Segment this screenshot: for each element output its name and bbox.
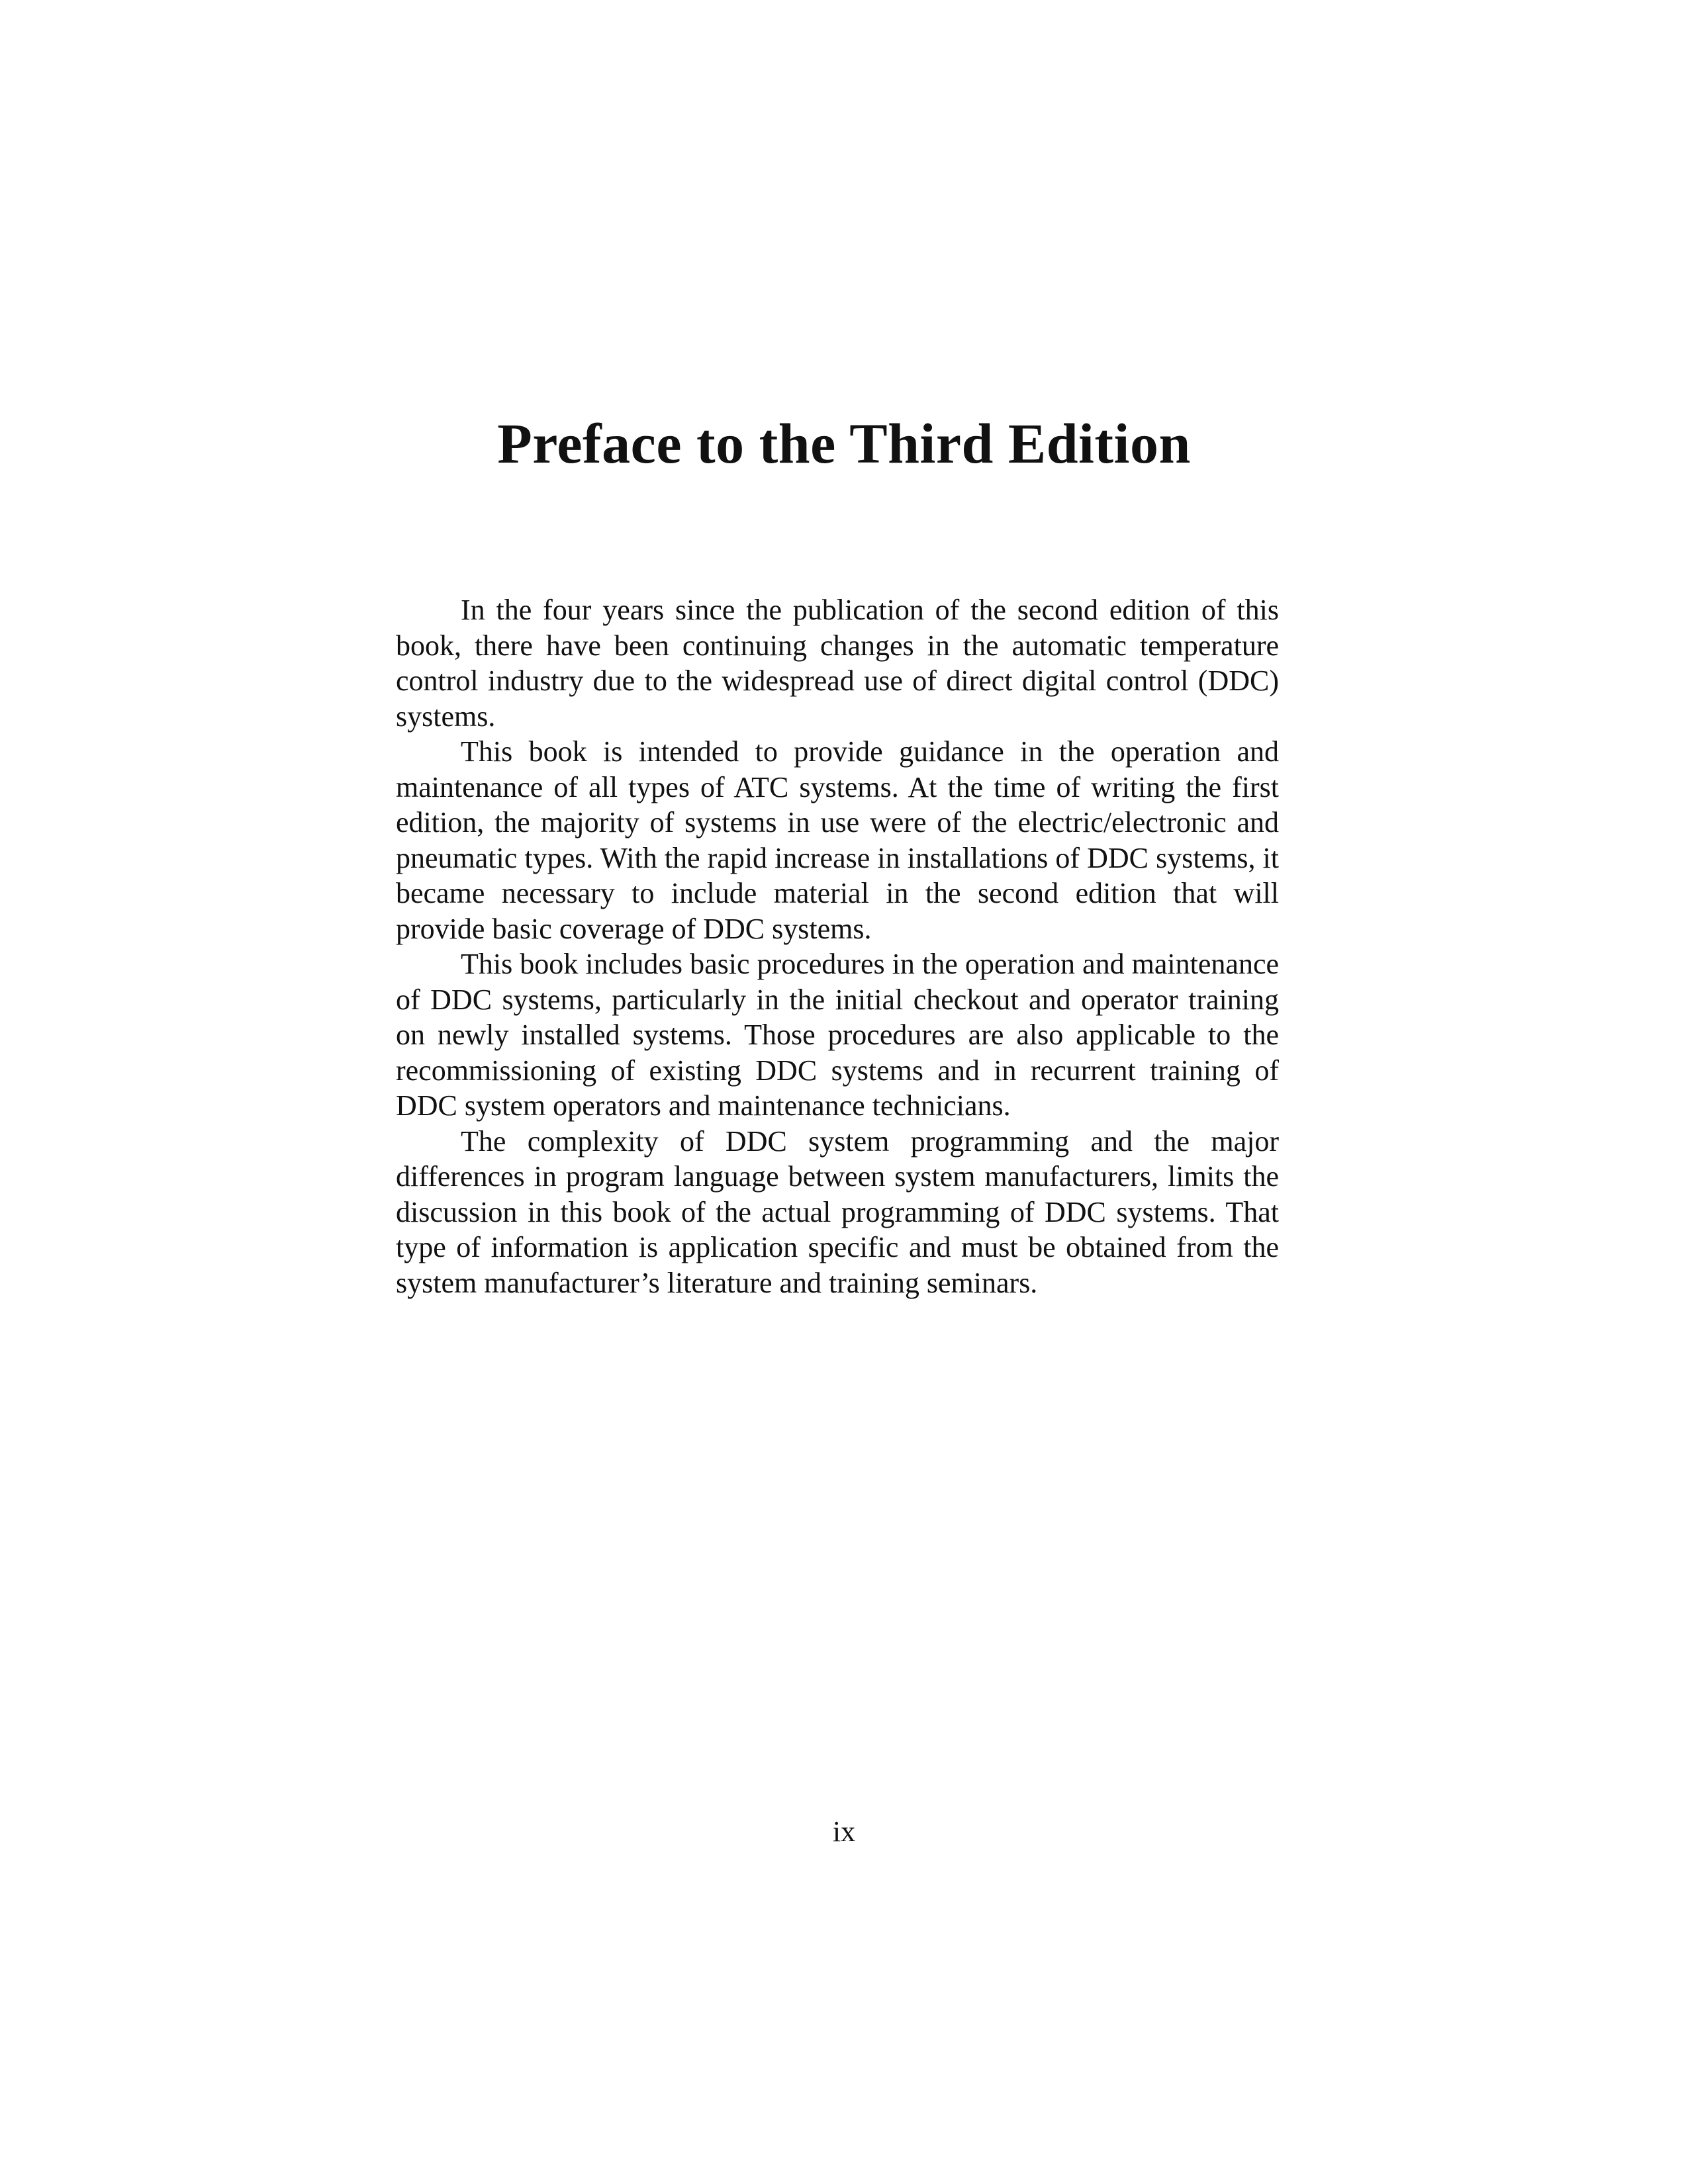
paragraph-2: This book is intended to provide guidance in the operation and maintenance of all types of ATC systems. At the time of writing the first edition, the majority of systems in use were of the electric/electronic and pneumatic types. With the rapid increase in installations of DDC systems, it became necessary to include material in the second edition that will provide basic coverage of DDC systems. (396, 735, 1279, 945)
paragraph-3: This book includes basic procedures in the operation and maintenance of DDC systems, particularly in the initial checkout and operator training on newly installed systems. Those procedures are also applicable to the recommissioning of existing DDC systems and in recurrent training of DDC system operators and maintenance technicians. (396, 948, 1279, 1122)
preface-body (396, 592, 1279, 1300)
paragraph-4: The complexity of DDC system programming and the major differences in program language between system manufacturers, limits the discussion in this book of the actual programming of DDC systems. That type of information is application specific and must be obtained from the system manufacturer’s literature and training seminars. (396, 1124, 1279, 1299)
page-title: Preface to the Third Edition (497, 412, 1191, 475)
paragraph-1: In the four years since the publication of the second edition of this book, there have been continuing changes in the automatic temperature control industry due to the widespread use of direct digital control (DDC) systems. (396, 594, 1279, 733)
page-number: ix (832, 1815, 856, 1848)
